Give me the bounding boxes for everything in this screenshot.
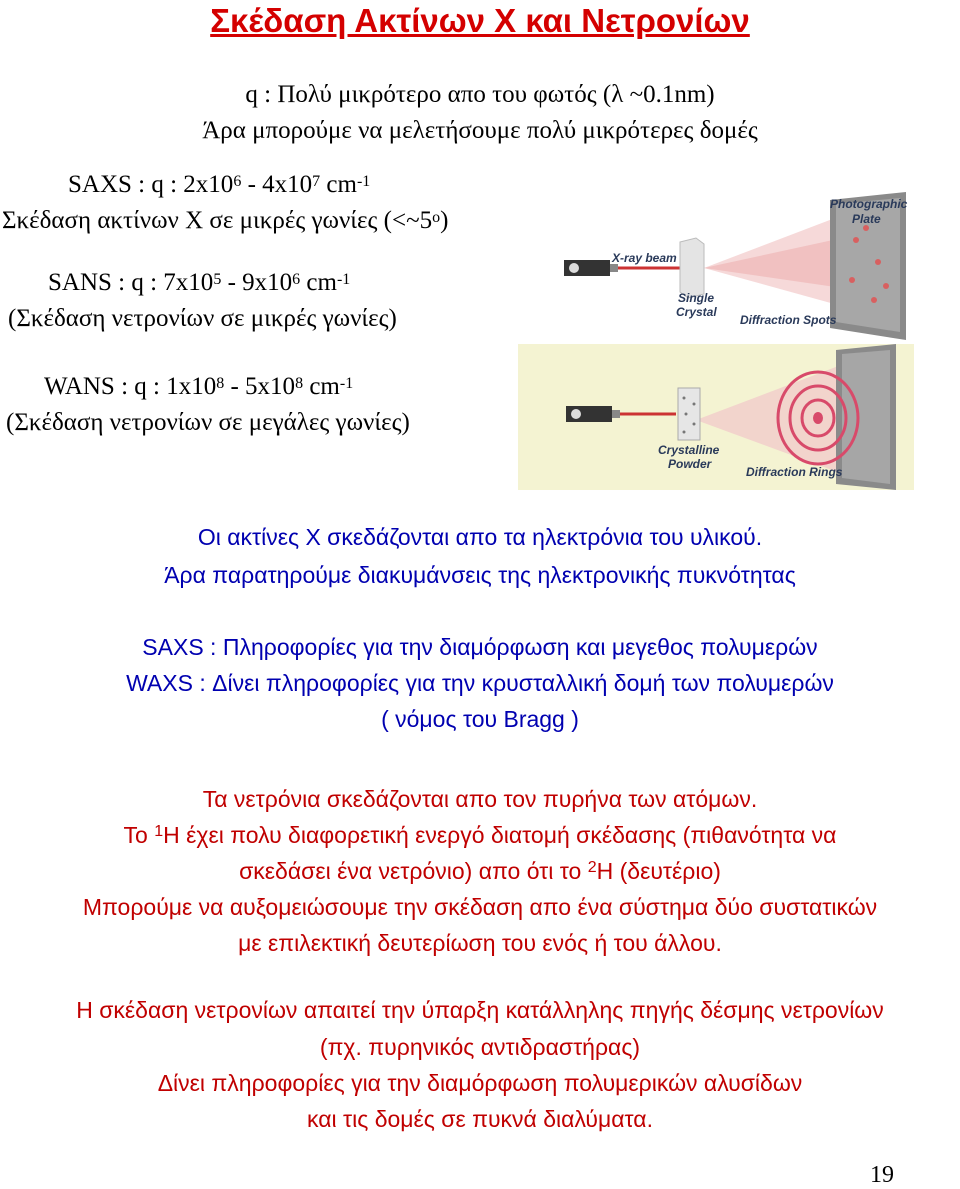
neutron-cross-section-line: Το $^1$Η έχει πολυ διαφορετική ενεργό διατομή σκέδασης (πιθανότητα να (123, 822, 837, 848)
page-number: 19 (870, 1162, 894, 1188)
photographic-plate-label: Photographic (830, 197, 908, 211)
powder-label: Powder (668, 457, 712, 471)
powder-diffraction-diagram (518, 344, 914, 490)
page-title: Σκέδαση Ακτίνων Χ και Νετρονίων (210, 2, 750, 39)
crystal-label: Crystal (676, 305, 717, 319)
diffraction-rings-label: Diffraction Rings (746, 465, 843, 479)
xray-beam-label: X-ray beam (612, 251, 677, 265)
selective-deuteration-line: με επιλεκτική δευτερίωση του ενός ή του άλλου. (238, 930, 722, 956)
sans-range: SANS : q : $7x10^5 - 9x10^6$ $cm^{-1}$ (48, 269, 351, 296)
electron-density-line: Άρα παρατηρούμε διακυμάνσεις της ηλεκτρονικής πυκνότητας (164, 562, 796, 588)
single-label: Single (678, 291, 715, 305)
bragg-law-line: ( νόμος του Bragg ) (381, 706, 579, 732)
two-component-line: Μπορούμε να αυξομειώσουμε την σκέδαση απο ένα σύστημα δύο συστατικών (82, 894, 878, 920)
saxs-info-line: SAXS : Πληροφορίες για την διαμόρφωση και μεγεθος πολυμερών (142, 634, 818, 660)
q-line-1: q : Πολύ μικρότερο απο του φωτός (λ ~0.1nm) (245, 81, 715, 108)
deuterium-line: σκεδάσει ένα νετρόνιο) απο ότι το $^2$Η (δευτέριο) (239, 858, 721, 884)
sans-description: (Σκέδαση νετρονίων σε μικρές γωνίες) (8, 305, 397, 332)
single-crystal-diagram (556, 190, 918, 340)
crystalline-label: Crystalline (658, 443, 720, 457)
wans-range: WANS : q : $1x10^8 - 5x10^8$ $cm^{-1}$ (44, 373, 354, 400)
plate-label: Plate (852, 212, 881, 226)
saxs-range: SAXS : q : $2x10^6 - 4x10^7$ $cm^{-1}$ (68, 171, 371, 198)
q-line-2: Άρα μπορούμε να μελετήσουμε πολύ μικρότερες δομές (202, 117, 758, 144)
wans-description: (Σκέδαση νετρονίων σε μεγάλες γωνίες) (6, 409, 410, 436)
waxs-info-line: WAXS : Δίνει πληροφορίες για την κρυσταλλική δομή των πολυμερών (126, 670, 834, 696)
concentrated-solutions-line: και τις δομές σε πυκνά διαλύματα. (307, 1106, 653, 1132)
chain-conformation-line: Δίνει πληροφορίες για την διαμόρφωση πολυμερικών αλυσίδων (157, 1070, 803, 1096)
neutron-nucleus-line: Τα νετρόνια σκεδάζονται απο τον πυρήνα των ατόμων. (202, 786, 758, 812)
diffraction-spots-label: Diffraction Spots (740, 313, 837, 327)
xray-electrons-line: Οι ακτίνες Χ σκεδάζονται απο τα ηλεκτρόνια του υλικού. (197, 524, 763, 550)
nuclear-reactor-line: (πχ. πυρηνικός αντιδραστήρας) (319, 1034, 641, 1060)
saxs-description: Σκέδαση ακτίνων Χ σε μικρές γωνίες $(<\sim 5^o)$ (2, 207, 449, 234)
neutron-source-line: Η σκέδαση νετρονίων απαιτεί την ύπαρξη κατάλληλης πηγής δέσμης νετρονίων (76, 997, 884, 1023)
